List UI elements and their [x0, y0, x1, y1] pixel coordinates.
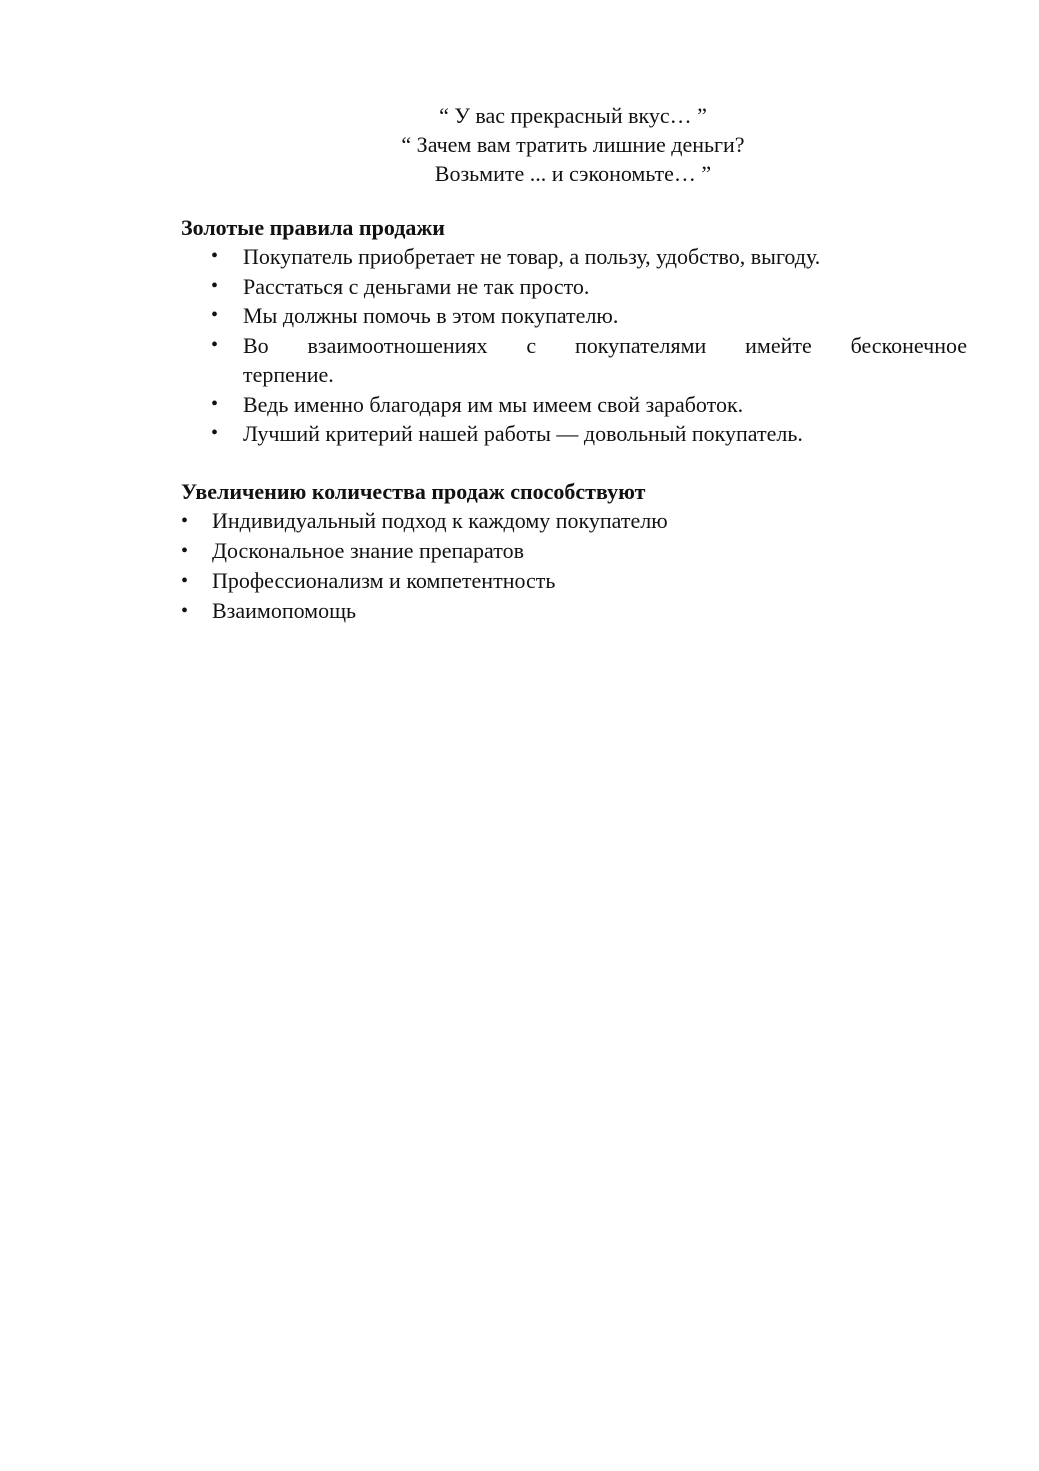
bullet-icon: • [211, 422, 219, 444]
list-item-text: Расстаться с деньгами не так просто. [243, 273, 590, 299]
quote-line: “ Зачем вам тратить лишние деньги? [401, 132, 745, 157]
list-item [181, 536, 967, 566]
list-item [181, 242, 967, 272]
list-item-text: терпение. [243, 362, 334, 387]
section-heading-golden-rules: Золотые правила продажи [181, 215, 445, 240]
list-item [181, 331, 967, 390]
list-item [181, 596, 967, 626]
sales-factors-list [181, 506, 967, 626]
list-item-text: Доскональное знание препаратов [212, 538, 524, 563]
bullet-icon: • [181, 600, 189, 622]
list-item [181, 272, 967, 302]
bullet-icon: • [211, 392, 219, 415]
list-item-text: Ведь именно благодаря им мы имеем свой заработок. [243, 391, 744, 417]
bullet-icon: • [181, 570, 189, 592]
list-item [181, 506, 967, 536]
bullet-icon: • [211, 333, 219, 356]
list-item-text: Лучший критерий нашей работы — довольный покупатель. [243, 421, 803, 446]
list-item [181, 419, 967, 449]
list-item [181, 566, 967, 596]
bullet-icon: • [211, 274, 219, 297]
bullet-icon: • [181, 540, 189, 562]
list-item [181, 301, 967, 331]
list-item-text: Мы должны помочь в этом покупателю. [243, 303, 619, 328]
list-item-text: Взаимопомощь [212, 598, 357, 623]
quote-line: Возьмите ... и сэкономьте… ” [434, 161, 712, 186]
section-heading-sales-factors: Увеличению количества продаж способствуют [181, 479, 646, 504]
list-item-text: Индивидуальный подход к каждому покупателю [212, 508, 668, 533]
list-item-text: Покупатель приобретает не товар, а пользу, удобство, выгоду. [243, 244, 821, 269]
bullet-icon: • [211, 245, 219, 267]
golden-rules-list [181, 242, 967, 449]
bullet-icon: • [181, 510, 189, 532]
bullet-icon: • [211, 304, 219, 326]
list-item [181, 390, 967, 420]
quote-block [180, 101, 966, 188]
quote-line: “ У вас прекрасный вкус… ” [439, 103, 707, 128]
list-item-text: Профессионализм и компетентность [212, 568, 556, 593]
list-item-text: Во взаимоотношениях с покупателями имейте бесконечное [243, 332, 967, 358]
